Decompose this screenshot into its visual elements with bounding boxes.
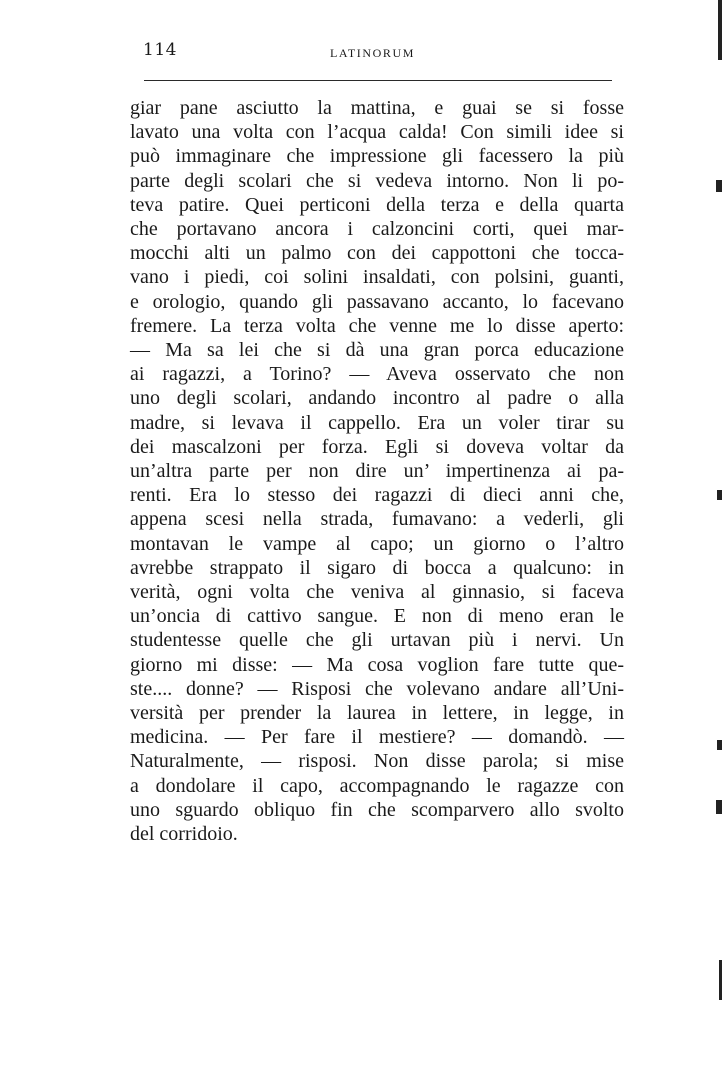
text-line: ste.... donne? — Risposi che volevano andare all’Uni-	[130, 677, 624, 700]
text-line: renti. Era lo stesso dei ragazzi di dieci anni che,	[130, 484, 624, 507]
text-line: montavan le vampe al capo; un giorno o l’altro	[130, 532, 624, 555]
body-text	[130, 96, 624, 846]
text-line: — Ma sa lei che si dà una gran porca educazione	[130, 339, 624, 362]
edge-mark	[716, 180, 722, 192]
text-line: giar pane asciutto la mattina, e guai se si fosse	[130, 97, 624, 119]
edge-mark	[718, 0, 722, 60]
text-line: dei mascalzoni per forza. Egli si doveva voltar da	[130, 435, 624, 458]
text-line: fremere. La terza volta che venne me lo disse aperto:	[130, 314, 624, 337]
text-line: appena scesi nella strada, fumavano: a vederli, gli	[130, 508, 624, 531]
edge-mark	[716, 800, 722, 814]
text-line-last: del corridoio.	[130, 823, 238, 846]
text-line: vano i piedi, coi solini insaldati, con polsini, guanti,	[130, 266, 624, 289]
page-number: 114	[143, 40, 177, 60]
edge-mark	[717, 740, 722, 750]
header-rule	[144, 80, 612, 81]
text-line: madre, si levava il cappello. Era un voler tirar su	[130, 411, 624, 434]
text-line: uno sguardo obliquo fin che scomparvero allo svolto	[130, 798, 624, 821]
text-line: verità, ogni volta che veniva al ginnasio, si faceva	[130, 581, 624, 604]
text-line: Naturalmente, — risposi. Non disse parola; si mise	[130, 750, 624, 773]
running-title: LATINORUM	[330, 46, 416, 60]
text-line: un’altra parte per non dire un’ impertinenza ai pa-	[130, 460, 624, 483]
edge-mark	[717, 490, 722, 500]
text-line: uno degli scolari, andando incontro al padre o alla	[130, 387, 624, 410]
text-line: un’oncia di cattivo sangue. E non di meno eran le	[130, 605, 624, 628]
text-line: mocchi alti un palmo con dei cappottoni che tocca-	[130, 242, 624, 265]
text-line: e orologio, quando gli passavano accanto, lo facevano	[130, 290, 624, 313]
text-line: avrebbe strappato il sigaro di bocca a qualcuno: in	[130, 556, 624, 579]
text-line: studentesse quelle che gli urtavan più i nervi. Un	[130, 629, 624, 652]
text-line: giorno mi disse: — Ma cosa voglion fare tutte que-	[130, 653, 624, 676]
text-line: parte degli scolari che si vedeva intorno. Non li po-	[130, 169, 624, 192]
text-line: medicina. — Per fare il mestiere? — domandò. —	[130, 726, 624, 749]
text-line: ai ragazzi, a Torino? — Aveva osservato che non	[130, 363, 624, 386]
text-line: versità per prender la laurea in lettere, in legge, in	[130, 702, 624, 725]
text-line: può immaginare che impressione gli facessero la più	[130, 145, 624, 168]
text-line: che portavano ancora i calzoncini corti, quei mar-	[130, 218, 624, 241]
text-line: a dondolare il capo, accompagnando le ragazze con	[130, 774, 624, 797]
text-line: teva patire. Quei perticoni della terza e della quarta	[130, 193, 624, 216]
text-line: lavato una volta con l’acqua calda! Con simili idee si	[130, 121, 624, 144]
